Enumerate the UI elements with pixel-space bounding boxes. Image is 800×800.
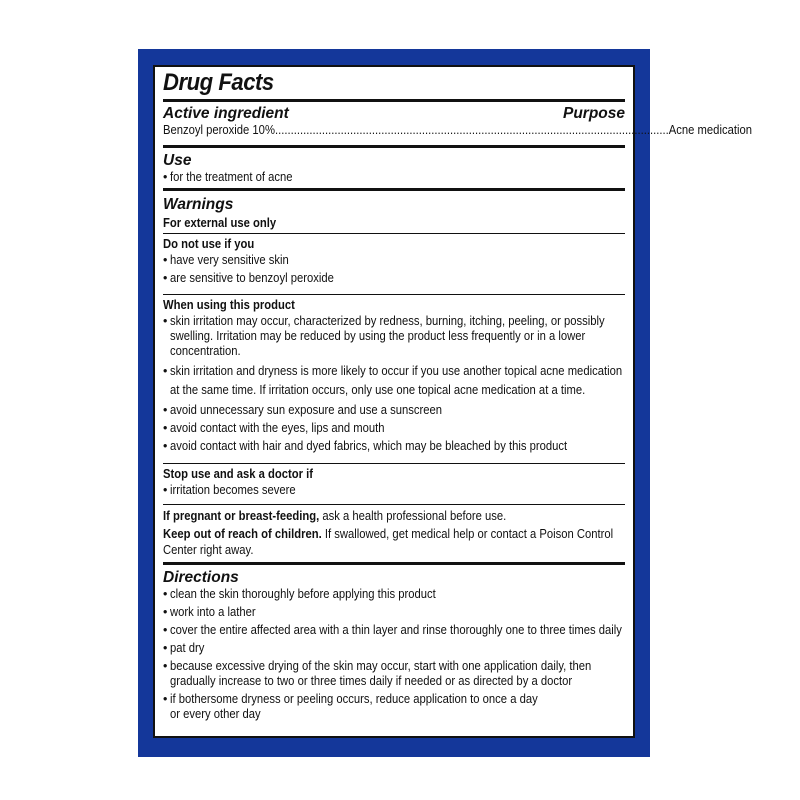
list-item: • for the treatment of acne <box>163 170 625 185</box>
drug-label-card <box>138 49 752 757</box>
pregnancy-warning: If pregnant or breast-feeding, ask a health professional before use. <box>163 509 507 523</box>
use-section <box>163 145 625 188</box>
when-using-heading: When using this product <box>163 298 295 312</box>
list-item: • because excessive drying of the skin may occur, start with one application daily, then gradually increase to two or three times daily if needed or as directed by a doctor <box>163 659 592 688</box>
active-ingredient-header <box>163 104 625 123</box>
list-item: • skin irritation may occur, characterized by redness, burning, itching, peeling, or possibly swelling. Irritation may be reduced by using the product less frequently or in a lower concentration. <box>163 314 605 358</box>
list-item: • avoid unnecessary sun exposure and use a sunscreen <box>163 403 443 417</box>
keep-out-of-reach-warning: Keep out of reach of children. If swallowed, get medical help or contact a Poison Control Center right away. <box>163 527 614 557</box>
do-not-use-heading: Do not use if you <box>163 237 255 251</box>
list-item: • irritation becomes severe <box>163 483 296 497</box>
ingredient-name: Benzoyl peroxide 10% <box>163 123 275 137</box>
ingredient-row <box>163 123 752 138</box>
pregnancy-and-children-section <box>163 504 625 562</box>
external-use-note: For external use only <box>163 216 277 230</box>
drug-facts-panel <box>153 65 752 738</box>
list-item: • avoid contact with the eyes, lips and mouth <box>163 421 385 435</box>
use-heading: Use <box>163 152 192 169</box>
list-item: • work into a lather <box>163 605 256 619</box>
list-item: • cover the entire affected area with a thin layer and rinse thoroughly one to three times daily <box>163 623 622 637</box>
ingredient-purpose: Acne medication <box>668 123 752 137</box>
list-item: • avoid contact with hair and dyed fabrics, which may be bleached by this product <box>163 439 568 453</box>
stop-use-section <box>163 463 625 504</box>
active-ingredient-heading: Active ingredient <box>163 105 289 122</box>
list-item: • clean the skin thoroughly before applying this product <box>163 587 436 601</box>
list-item: • pat dry <box>163 641 205 655</box>
use-item-text: for the treatment of acne <box>170 170 293 184</box>
warnings-section <box>163 188 625 233</box>
list-item: • skin irritation and dryness is more likely to occur if you use another topical acne medication at the same time. If irritation occurs, only use one topical acne medication at a time. <box>163 364 623 397</box>
stop-use-heading: Stop use and ask a doctor if <box>163 467 314 481</box>
directions-section <box>163 562 625 722</box>
list-item: • have very sensitive skin <box>163 253 289 267</box>
ingredient-leader-dots: .............................................................................................................................. <box>274 123 669 137</box>
do-not-use-section <box>163 233 625 294</box>
active-ingredient-section <box>163 99 752 145</box>
directions-heading: Directions <box>163 569 239 586</box>
list-item: • if bothersome dryness or peeling occurs, reduce application to once a day or every other day <box>163 692 538 721</box>
when-using-section <box>163 294 625 463</box>
purpose-heading: Purpose <box>562 105 625 122</box>
list-item: • are sensitive to benzoyl peroxide <box>163 271 334 285</box>
warnings-heading: Warnings <box>163 196 234 213</box>
drug-facts-title: Drug Facts <box>163 69 274 96</box>
